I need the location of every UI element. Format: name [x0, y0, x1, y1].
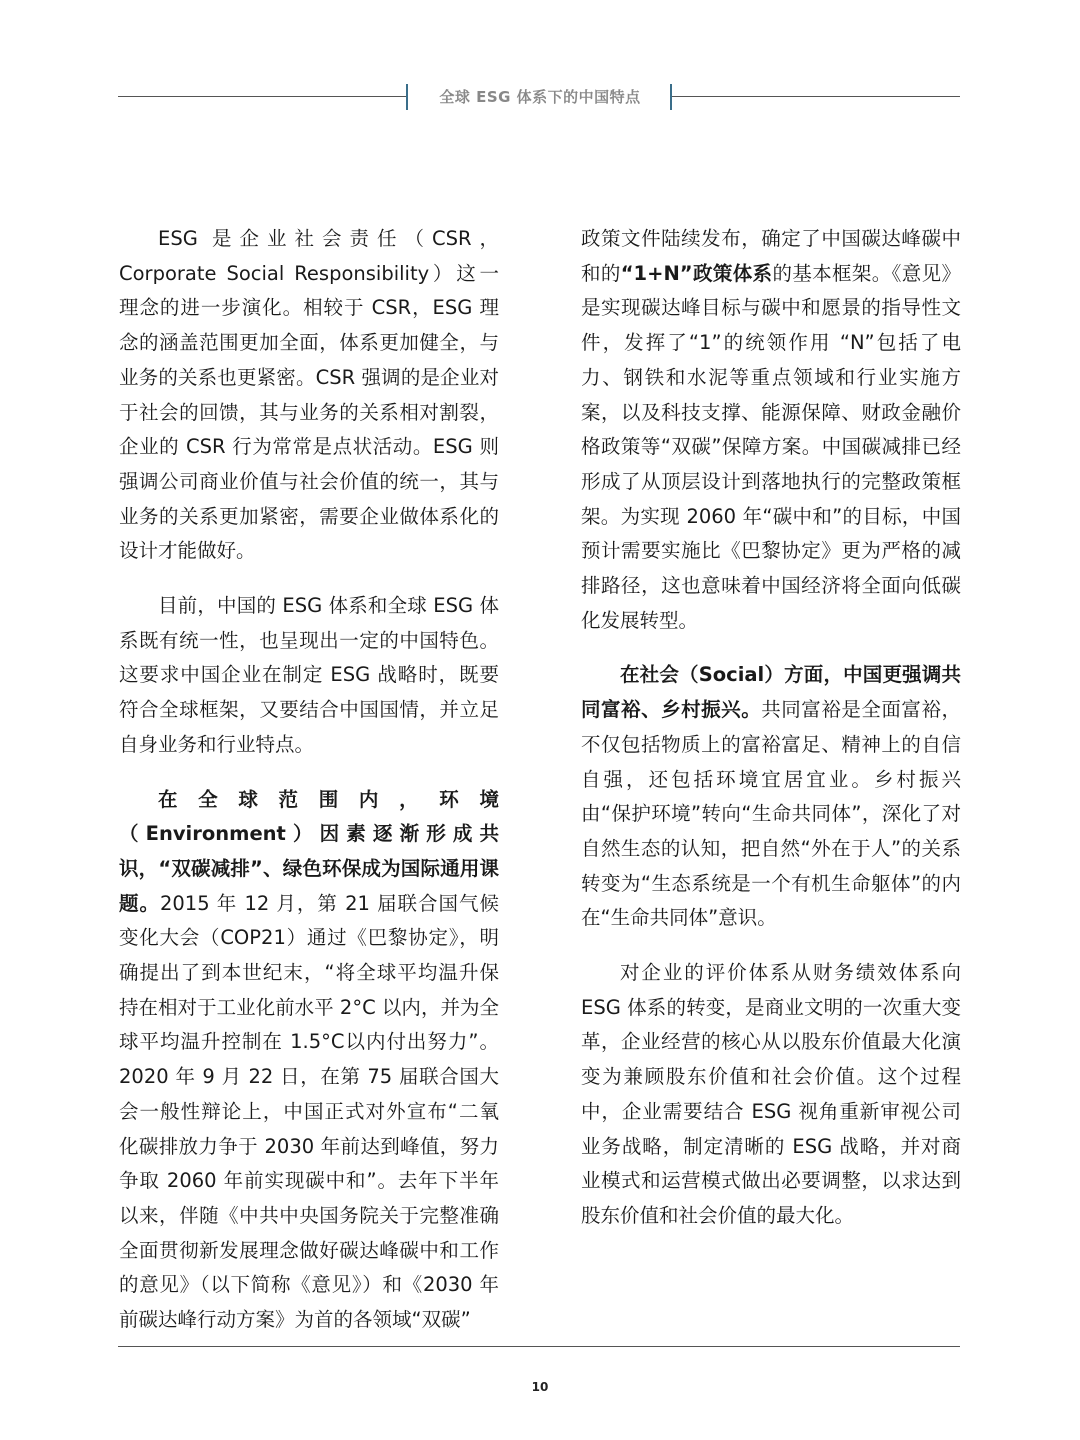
paragraph-esg-vs-csr: ESG 是企业社会责任（CSR，Corporate Social Responsibility）这一理念的进一步演化。相较于 CSR，ESG 理念的涵盖范围更加全面，体系更加健全，与业务的关系也更紧密。CSR 强调的是企业对于社会的回馈，其与业务的关系相对割裂，企业的 CSR 行为常常是点状活动。ESG 则强调公司商业价值与社会价值的统一，其与业务的关系更加紧密，需要企业做体系化的设计才能做好。 — [119, 227, 499, 563]
paragraph-policy-framework — [581, 222, 961, 638]
header-rule-right — [672, 96, 960, 97]
policy-text-b: 的基本框架。《意见》是实现碳达峰目标与碳中和愿景的指导性文件，发挥了“1”的统领作用 “N”包括了电力、钢铁和水泥等重点领域和行业实施方案，以及科技支撑、能源保障、财政金融价格政策等“双碳”保障方案。中国碳减排已经形成了从顶层设计到落地执行的完整政策框架。为实现 2060 年“碳中和”的目标，中国预计需要实施比《巴黎协定》更为严格的减排路径，这也意味着中国经济将全面向低碳化发展转型。 — [581, 261, 961, 632]
environment-lead-bold: 在全球范围内，环境（Environment）因素逐渐形成共识，“双碳减排”、绿色环保成为国际通用课题。 — [119, 787, 499, 915]
right-column — [581, 222, 961, 1254]
policy-system-bold: “1+N”政策体系 — [620, 261, 773, 285]
social-body: 共同富裕是全面富裕，不仅包括物质上的富裕富足、精神上的自信自强，还包括环境宜居宜业。乡村振兴由“保护环境”转向“生命共同体”，深化了对自然生态的认知，把自然“外在于人”的关系转变为“生态系统是一个有机生命躯体”的内在“生命共同体”意识。 — [581, 698, 961, 930]
social-lead-bold: 在社会（Social）方面，中国更强调共同富裕、乡村振兴。 — [581, 663, 961, 722]
paragraph-evaluation-shift: 对企业的评价体系从财务绩效体系向 ESG 体系的转变，是商业文明的一次重大变革，企业经营的核心从以股东价值最大化演变为兼顾股东价值和社会价值。这个过程中，企业需要结合 ESG 视角重新审视公司业务战略，制定清晰的 ESG 战略，并对商业模式和运营模式做出必要调整，以求达到股东价值和社会价值的最大化。 — [581, 961, 961, 1227]
header-tick-left — [406, 84, 408, 110]
footer-rule — [118, 1346, 960, 1347]
paragraph-social — [581, 658, 961, 936]
paragraph-china-esg-system: 目前，中国的 ESG 体系和全球 ESG 体系既有统一性，也呈现出一定的中国特色。这要求中国企业在制定 ESG 战略时，既要符合全球框架，又要结合中国国情，并立足自身业务和行业特点。 — [119, 594, 499, 756]
policy-text-a: 政策文件陆续发布，确定了中国碳达峰碳中和的 — [581, 227, 961, 285]
page-number: 10 — [531, 1380, 549, 1394]
environment-body: 2015 年 12 月，第 21 届联合国气候变化大会（COP21）通过《巴黎协定》，明确提出了到本世纪末，“将全球平均温升保持在相对于工业化前水平 2°C 以内，并为全球平均温升控制在 1.5°C以内付出努力”。2020 年 9 月 22 日，在第 75 届联合国大会一般性辩论上，中国正式对外宣布“二氧化碳排放力争于 2030 年前达到峰值，努力争取 2060 年前实现碳中和”。去年下半年以来，伴随《中共中央国务院关于完整准确全面贯彻新发展理念做好碳达峰碳中和工作的意见》（以下简称《意见》）和《2030 年前碳达峰行动方案》为首的各领域“双碳” — [119, 891, 499, 1332]
header-rule-left — [118, 96, 408, 97]
left-column — [119, 222, 499, 1358]
running-header-title: 全球 ESG 体系下的中国特点 — [439, 88, 641, 106]
paragraph-environment — [119, 783, 499, 1338]
header-tick-right — [670, 84, 672, 110]
